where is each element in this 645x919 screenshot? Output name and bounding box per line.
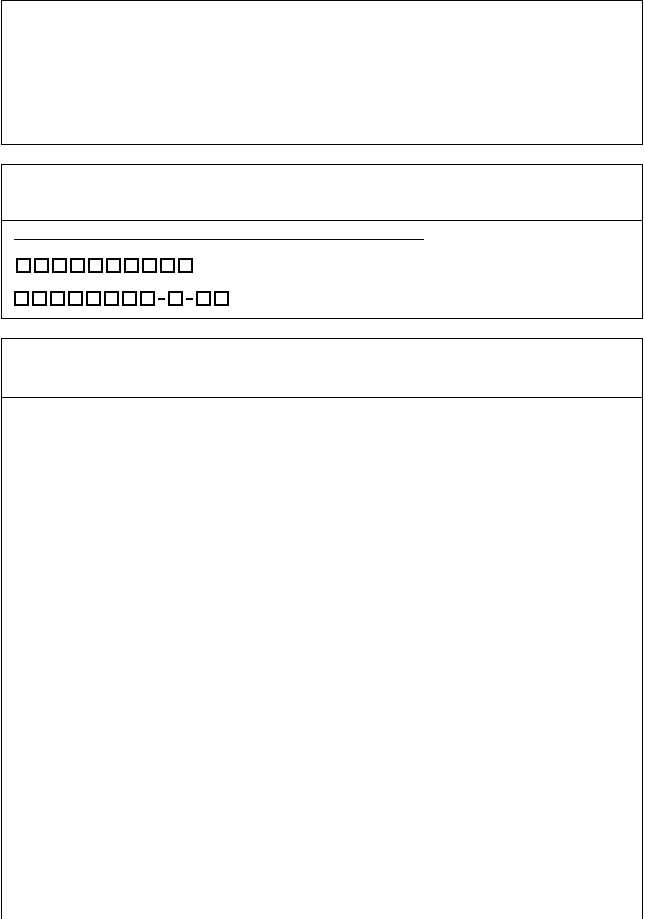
tax-number-boxes[interactable] bbox=[14, 291, 232, 306]
taxpayer-name-input[interactable] bbox=[14, 227, 424, 240]
form-header bbox=[1, 0, 643, 145]
tax-id-boxes[interactable] bbox=[16, 258, 196, 273]
section-taxpayer bbox=[1, 164, 643, 319]
section-header bbox=[2, 339, 642, 397]
taxpayer-name-field bbox=[10, 227, 424, 240]
subsection-header bbox=[2, 397, 642, 423]
tax-number-field bbox=[10, 291, 232, 306]
section-header bbox=[2, 165, 642, 221]
tax-id-field bbox=[10, 258, 196, 273]
section-net-revenue bbox=[1, 338, 643, 919]
